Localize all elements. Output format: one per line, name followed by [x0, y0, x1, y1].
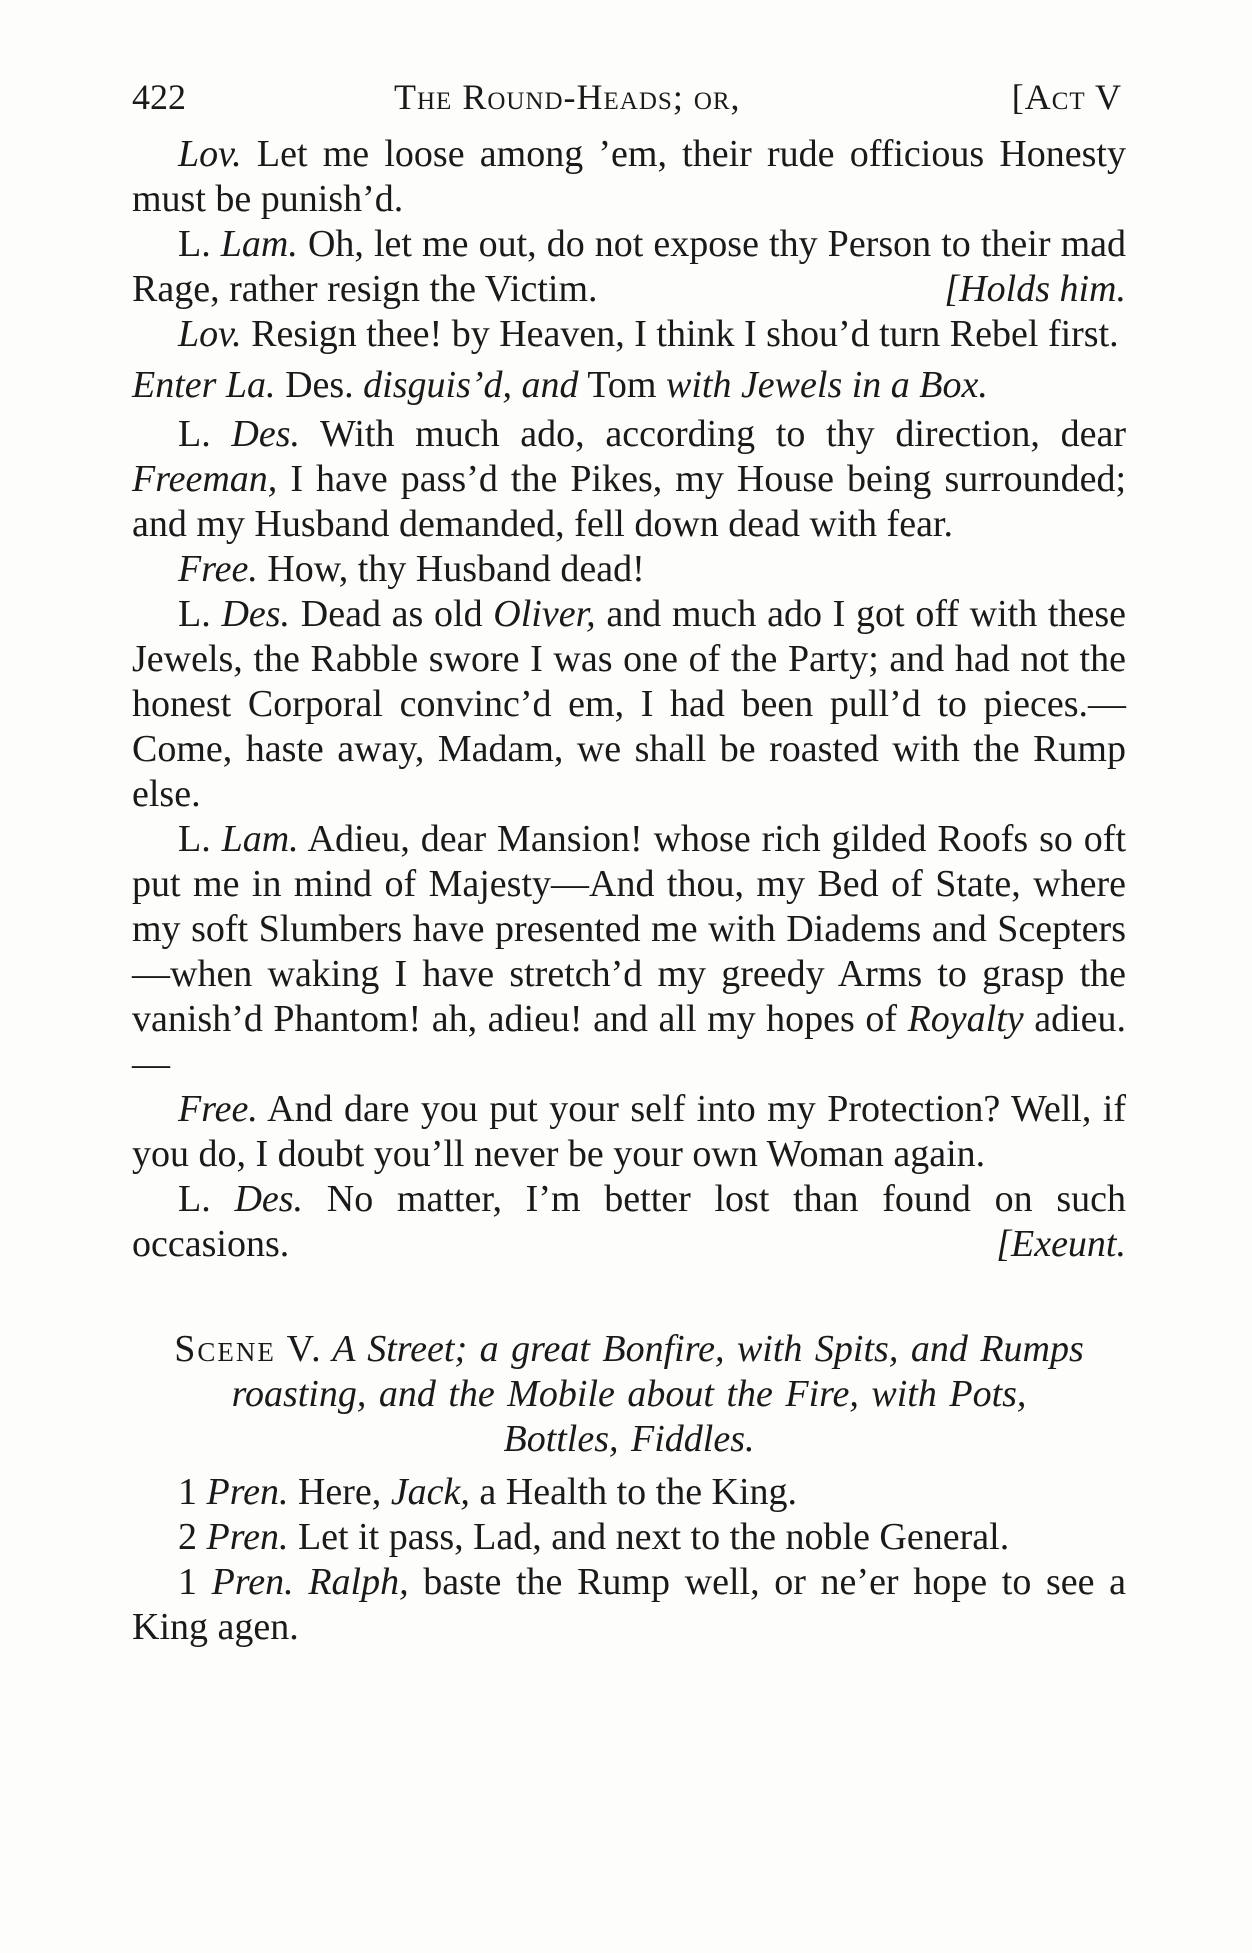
speaker-name: Free.: [178, 1088, 258, 1130]
speaker-name: L. Des.: [178, 413, 301, 455]
speech-text-post: adieu.—: [132, 998, 1126, 1085]
speaker-name: Pren.: [206, 1516, 289, 1558]
speech-text: Oh, let me out, do not expose thy Person to their mad Rage, rather resign the Victim.: [132, 223, 1126, 310]
scene-description: A Street; a great Bonfire, with Spits, and Rumps roasting, and the Mobile about the Fire, with Pots, Bottles, Fiddles.: [231, 1328, 1084, 1460]
speech-l-des-1: [132, 412, 1126, 547]
speech-name: Jack,: [390, 1471, 470, 1513]
speech-l-des-3: [132, 1177, 1126, 1267]
speaker-name: Pren.: [211, 1561, 294, 1603]
speaker-number: 1: [178, 1471, 197, 1513]
speech-text-pre: Adieu, dear Mansion! whose rich gilded Roofs so oft put me in mind of Majesty—And thou, my Bed of State, where my soft Slumbers have presented me with Diadems and Scepters—when waking I have stretch’d my greedy Arms to grasp the vanish’d Phantom! ah, adieu! and all my hopes of: [132, 818, 1127, 1040]
speech-pren-3: [132, 1560, 1126, 1650]
speech-name: Freeman,: [132, 458, 278, 500]
enter-word: Enter La.: [132, 364, 276, 406]
speaker-name: L. Des.: [178, 593, 291, 635]
speech-text-pre: With much ado, according to thy direction, dear: [320, 413, 1126, 455]
speech-pren-2: [132, 1515, 1126, 1560]
entrance-name-1: Des.: [285, 364, 354, 406]
entrance-direction: [132, 363, 1126, 408]
speech-text-pre: Dead as old: [300, 593, 483, 635]
speaker-name: L. Lam.: [178, 818, 299, 860]
speaker-number: 1: [178, 1561, 197, 1603]
speech-text: How, thy Husband dead!: [267, 548, 645, 590]
act-label: [Act V: [1011, 77, 1122, 117]
scene-heading: [168, 1327, 1090, 1462]
entrance-name-2: Tom: [587, 364, 657, 406]
speaker-number: 2: [178, 1516, 197, 1558]
speech-text: Let it pass, Lad, and next to the noble General.: [297, 1516, 1010, 1558]
speaker-name: L. Lam.: [178, 223, 298, 265]
speech-name: Oliver,: [493, 593, 596, 635]
speaker-name: L. Des.: [178, 1178, 304, 1220]
speech-lov-1: [132, 132, 1126, 222]
speech-l-des-2: [132, 592, 1126, 817]
page-body: [132, 132, 1126, 1650]
speech-text-pre: Here,: [297, 1471, 382, 1513]
speech-l-lam-2: [132, 817, 1126, 1087]
entrance-rest: with Jewels in a Box.: [665, 364, 988, 406]
speech-lov-2: [132, 312, 1126, 357]
speech-pren-1: [132, 1470, 1126, 1515]
stage-direction: [Exeunt.: [996, 1223, 1126, 1265]
stage-direction: [Holds him.: [944, 268, 1126, 310]
speaker-name: Lov.: [178, 313, 242, 355]
speaker-name: Free.: [178, 548, 258, 590]
speech-text-post: a Health to the King.: [479, 1471, 798, 1513]
speaker-name: Pren.: [206, 1471, 289, 1513]
speech-l-lam-1: [132, 222, 1126, 312]
speaker-name: Lov.: [178, 133, 242, 175]
scene-label: Scene V.: [174, 1328, 323, 1370]
speech-text: Resign thee! by Heaven, I think I shou’d turn Rebel first.: [251, 313, 1119, 355]
entrance-disguised: disguis’d, and: [363, 364, 579, 406]
speech-free-2: [132, 1087, 1126, 1177]
speech-name: Royalty: [907, 998, 1024, 1040]
running-title: The Round-Heads; or,: [394, 77, 741, 117]
speech-text-post: baste the Rump well, or ne’er hope to see a King agen.: [132, 1561, 1127, 1648]
page-number: 422: [132, 77, 186, 117]
page-header: [132, 75, 1122, 125]
speech-name: Ralph,: [308, 1561, 409, 1603]
speech-text: No matter, I’m better lost than found on such occasions.: [132, 1178, 1126, 1265]
speech-text-post: and much ado I got off with these Jewels, the Rabble swore I was one of the Party; and had not the honest Corporal convinc’d em, I had been pull’d to pieces.—Come, haste away, Madam, we shall be roasted with the Rump else.: [132, 593, 1127, 815]
speech-free-1: [132, 547, 1126, 592]
speech-text: And dare you put your self into my Protection? Well, if you do, I doubt you’ll never be your own Woman again.: [132, 1088, 1126, 1175]
speech-text-post: I have pass’d the Pikes, my House being surrounded; and my Husband demanded, fell down dead with fear.: [132, 458, 1126, 545]
speech-text: Let me loose among ’em, their rude officious Honesty must be punish’d.: [132, 133, 1126, 220]
